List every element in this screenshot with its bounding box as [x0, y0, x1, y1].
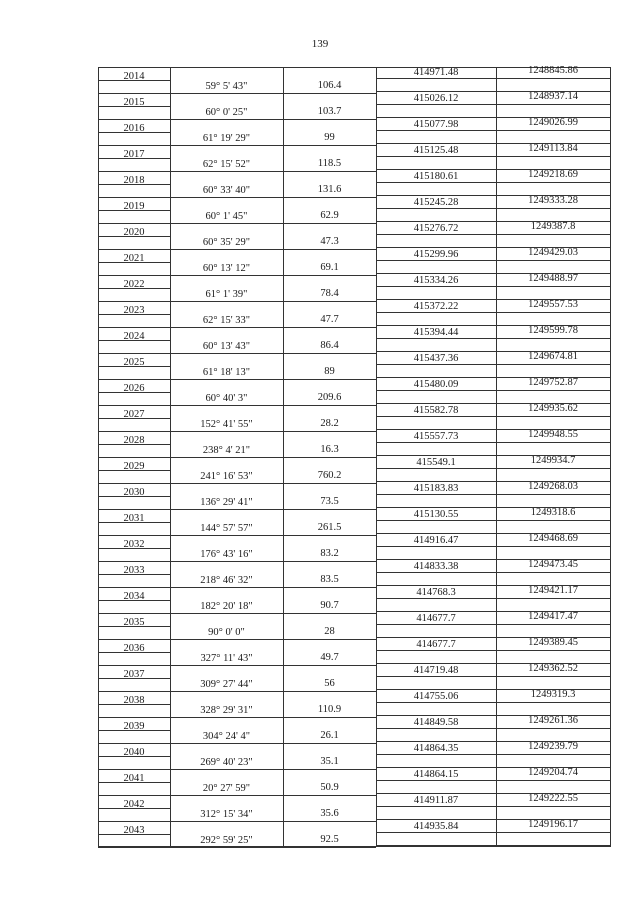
row-divider-left — [98, 821, 376, 822]
coordinates-table — [98, 67, 610, 847]
coordinate-x: 415245.28 — [413, 197, 459, 208]
coordinate-y: 1249417.47 — [528, 611, 578, 622]
leg-bearing: 20° 27' 59" — [202, 783, 251, 794]
point-id: 2026 — [123, 383, 145, 394]
coordinate-y: 1249204.74 — [528, 767, 578, 778]
point-id: 2022 — [123, 279, 145, 290]
coordinate-x: 415557.73 — [413, 431, 459, 442]
coordinate-y: 1249473.45 — [528, 559, 578, 570]
row-divider-left — [98, 561, 376, 562]
coordinate-y: 1249421.17 — [528, 585, 578, 596]
row-divider-left — [98, 405, 376, 406]
page-number: 139 — [311, 38, 329, 50]
coordinate-x: 415334.26 — [413, 275, 459, 286]
leg-bearing: 312° 15' 34" — [200, 809, 253, 820]
leg-bearing: 304° 24' 4" — [202, 731, 251, 742]
point-id: 2038 — [123, 695, 145, 706]
coordinate-y: 1249599.78 — [528, 325, 578, 336]
leg-distance: 103.7 — [317, 106, 342, 117]
point-id: 2042 — [123, 799, 145, 810]
coordinate-y: 1248845.86 — [528, 65, 578, 76]
leg-distance: 261.5 — [317, 522, 342, 533]
leg-distance: 16.3 — [320, 444, 339, 455]
point-id: 2028 — [123, 435, 145, 446]
coordinate-x: 415125.48 — [413, 145, 459, 156]
leg-distance: 89 — [324, 366, 335, 377]
point-id: 2014 — [123, 71, 145, 82]
row-divider-left — [98, 795, 376, 796]
leg-distance: 28.2 — [320, 418, 339, 429]
point-id: 2016 — [123, 123, 145, 134]
row-divider-left — [98, 743, 376, 744]
coordinate-y: 1249935.62 — [528, 403, 578, 414]
coordinate-y: 1248937.14 — [528, 91, 578, 102]
leg-distance: 99 — [324, 132, 335, 143]
coordinate-y: 1249387.8 — [530, 221, 576, 232]
leg-bearing: 238° 4' 21" — [202, 445, 251, 456]
leg-distance: 49.7 — [320, 652, 339, 663]
row-divider-left — [98, 639, 376, 640]
coordinate-y: 1249261.36 — [528, 715, 578, 726]
point-id: 2019 — [123, 201, 145, 212]
leg-bearing: 269° 40' 23" — [200, 757, 253, 768]
coordinate-y: 1249557.53 — [528, 299, 578, 310]
leg-bearing: 59° 5' 43" — [205, 81, 248, 92]
row-divider-left — [98, 93, 376, 94]
coordinate-y: 1249468.69 — [528, 533, 578, 544]
leg-distance: 28 — [324, 626, 335, 637]
leg-bearing: 241° 16' 53" — [200, 471, 253, 482]
leg-distance: 73.5 — [320, 496, 339, 507]
row-divider-left — [98, 457, 376, 458]
leg-bearing: 327° 11' 43" — [200, 653, 253, 664]
point-id: 2032 — [123, 539, 145, 550]
point-id: 2020 — [123, 227, 145, 238]
leg-distance: 106.4 — [317, 80, 342, 91]
coordinate-x: 414864.35 — [413, 743, 459, 754]
leg-bearing: 62° 15' 33" — [202, 315, 251, 326]
row-divider-left — [98, 301, 376, 302]
leg-distance: 47.3 — [320, 236, 339, 247]
row-divider-left — [98, 509, 376, 510]
coordinate-x: 415077.98 — [413, 119, 459, 130]
leg-distance: 760.2 — [317, 470, 342, 481]
leg-bearing: 60° 33' 40" — [202, 185, 251, 196]
leg-bearing: 144° 57' 57" — [200, 523, 253, 534]
coordinate-x: 415180.61 — [413, 171, 459, 182]
coordinate-y: 1249389.45 — [528, 637, 578, 648]
coordinate-x: 414864.15 — [413, 769, 459, 780]
coordinate-x: 415026.12 — [413, 93, 459, 104]
row-divider-left — [98, 665, 376, 666]
row-divider-left — [98, 353, 376, 354]
row-divider-left — [98, 379, 376, 380]
coordinate-x: 414677.7 — [416, 613, 456, 624]
leg-bearing: 62° 15' 52" — [202, 159, 251, 170]
point-id: 2027 — [123, 409, 145, 420]
row-divider-left — [98, 717, 376, 718]
row-divider-left — [98, 171, 376, 172]
leg-bearing: 182° 20' 18" — [200, 601, 253, 612]
coordinate-x: 415582.78 — [413, 405, 459, 416]
point-id: 2029 — [123, 461, 145, 472]
leg-distance: 78.4 — [320, 288, 339, 299]
coordinate-x: 414911.87 — [413, 795, 459, 806]
row-divider-left — [98, 223, 376, 224]
point-id: 2033 — [123, 565, 145, 576]
coordinate-x: 414768.3 — [416, 587, 456, 598]
coordinate-y: 1249319.3 — [530, 689, 576, 700]
coordinate-y: 1249948.55 — [528, 429, 578, 440]
leg-distance: 35.1 — [320, 756, 339, 767]
row-divider-left — [98, 249, 376, 250]
coordinate-y: 1249222.55 — [528, 793, 578, 804]
row-divider-left — [98, 145, 376, 146]
coordinate-x: 414833.38 — [413, 561, 459, 572]
coordinate-y: 1249752.87 — [528, 377, 578, 388]
coordinate-x: 415183.83 — [413, 483, 459, 494]
coordinate-x: 414916.47 — [413, 535, 459, 546]
point-id: 2041 — [123, 773, 145, 784]
coordinate-y: 1249113.84 — [528, 143, 578, 154]
leg-bearing: 60° 13' 12" — [202, 263, 251, 274]
leg-distance: 90.7 — [320, 600, 339, 611]
row-divider-left — [98, 535, 376, 536]
coordinate-x: 415394.44 — [413, 327, 459, 338]
row-divider-left — [98, 483, 376, 484]
leg-bearing: 60° 0' 25" — [205, 107, 248, 118]
point-id: 2023 — [123, 305, 145, 316]
leg-distance: 118.5 — [317, 158, 342, 169]
leg-distance: 62.9 — [320, 210, 339, 221]
leg-bearing: 90° 0' 0" — [208, 627, 245, 638]
coordinate-y: 1249934.7 — [530, 455, 576, 466]
point-id: 2039 — [123, 721, 145, 732]
point-id: 2024 — [123, 331, 145, 342]
point-id: 2018 — [123, 175, 145, 186]
leg-distance: 69.1 — [320, 262, 339, 273]
leg-distance: 131.6 — [317, 184, 342, 195]
coordinate-x: 415372.22 — [413, 301, 459, 312]
coordinate-x: 415437.36 — [413, 353, 459, 364]
leg-bearing: 60° 13' 43" — [202, 341, 251, 352]
coordinate-y: 1249333.28 — [528, 195, 578, 206]
coordinate-x: 415480.09 — [413, 379, 459, 390]
row-divider-left — [98, 613, 376, 614]
coordinate-y: 1249429.03 — [528, 247, 578, 258]
row-divider-left — [98, 431, 376, 432]
leg-bearing: 218° 46' 32" — [200, 575, 253, 586]
point-id: 2025 — [123, 357, 145, 368]
point-id: 2015 — [123, 97, 145, 108]
leg-distance: 83.2 — [320, 548, 339, 559]
leg-distance: 35.6 — [320, 808, 339, 819]
coordinate-x: 414719.48 — [413, 665, 459, 676]
leg-bearing: 60° 1' 45" — [205, 211, 248, 222]
row-divider-left — [98, 587, 376, 588]
row-divider-left — [98, 847, 376, 848]
coordinate-y: 1249674.81 — [528, 351, 578, 362]
coordinate-x: 414935.84 — [413, 821, 459, 832]
row-divider-left — [98, 119, 376, 120]
leg-distance: 110.9 — [317, 704, 342, 715]
leg-distance: 56 — [324, 678, 335, 689]
coordinate-x: 414849.58 — [413, 717, 459, 728]
leg-distance: 209.6 — [317, 392, 342, 403]
row-divider-left — [98, 275, 376, 276]
coordinate-x: 414755.06 — [413, 691, 459, 702]
coordinate-x: 415130.55 — [413, 509, 459, 520]
leg-bearing: 61° 19' 29" — [202, 133, 251, 144]
coordinate-y: 1249268.03 — [528, 481, 578, 492]
point-id: 2034 — [123, 591, 145, 602]
point-id: 2040 — [123, 747, 145, 758]
leg-bearing: 176° 43' 16" — [200, 549, 253, 560]
leg-bearing: 309° 27' 44" — [200, 679, 253, 690]
point-id: 2036 — [123, 643, 145, 654]
row-divider-left — [98, 769, 376, 770]
point-id: 2017 — [123, 149, 145, 160]
leg-bearing: 61° 18' 13" — [202, 367, 251, 378]
coordinate-y: 1249239.79 — [528, 741, 578, 752]
row-divider-left — [98, 691, 376, 692]
leg-bearing: 328° 29' 31" — [200, 705, 253, 716]
leg-bearing: 292° 59' 25" — [200, 835, 253, 846]
leg-bearing: 60° 40' 3" — [205, 393, 248, 404]
point-id: 2021 — [123, 253, 145, 264]
coordinate-y: 1249196.17 — [528, 819, 578, 830]
leg-distance: 47.7 — [320, 314, 339, 325]
leg-distance: 26.1 — [320, 730, 339, 741]
leg-distance: 86.4 — [320, 340, 339, 351]
row-divider-left — [98, 197, 376, 198]
leg-distance: 50.9 — [320, 782, 339, 793]
point-id: 2037 — [123, 669, 145, 680]
leg-bearing: 60° 35' 29" — [202, 237, 251, 248]
point-id: 2043 — [123, 825, 145, 836]
leg-distance: 83.5 — [320, 574, 339, 585]
coordinate-y: 1249362.52 — [528, 663, 578, 674]
coordinate-x: 414677.7 — [416, 639, 456, 650]
coordinate-x: 415549.1 — [416, 457, 456, 468]
coordinate-x: 415276.72 — [413, 223, 459, 234]
coordinate-y: 1249488.97 — [528, 273, 578, 284]
point-id: 2030 — [123, 487, 145, 498]
leg-bearing: 152° 41' 55" — [200, 419, 253, 430]
coordinate-x: 414971.48 — [413, 67, 459, 78]
coordinate-x: 415299.96 — [413, 249, 459, 260]
leg-bearing: 136° 29' 41" — [200, 497, 253, 508]
row-divider-left — [98, 327, 376, 328]
coordinate-y: 1249318.6 — [530, 507, 576, 518]
coordinate-y: 1249026.99 — [528, 117, 578, 128]
coordinate-y: 1249218.69 — [528, 169, 578, 180]
leg-bearing: 61° 1' 39" — [205, 289, 248, 300]
point-id: 2035 — [123, 617, 145, 628]
leg-distance: 92.5 — [320, 834, 339, 845]
table-border-vertical — [610, 67, 611, 847]
point-id: 2031 — [123, 513, 145, 524]
